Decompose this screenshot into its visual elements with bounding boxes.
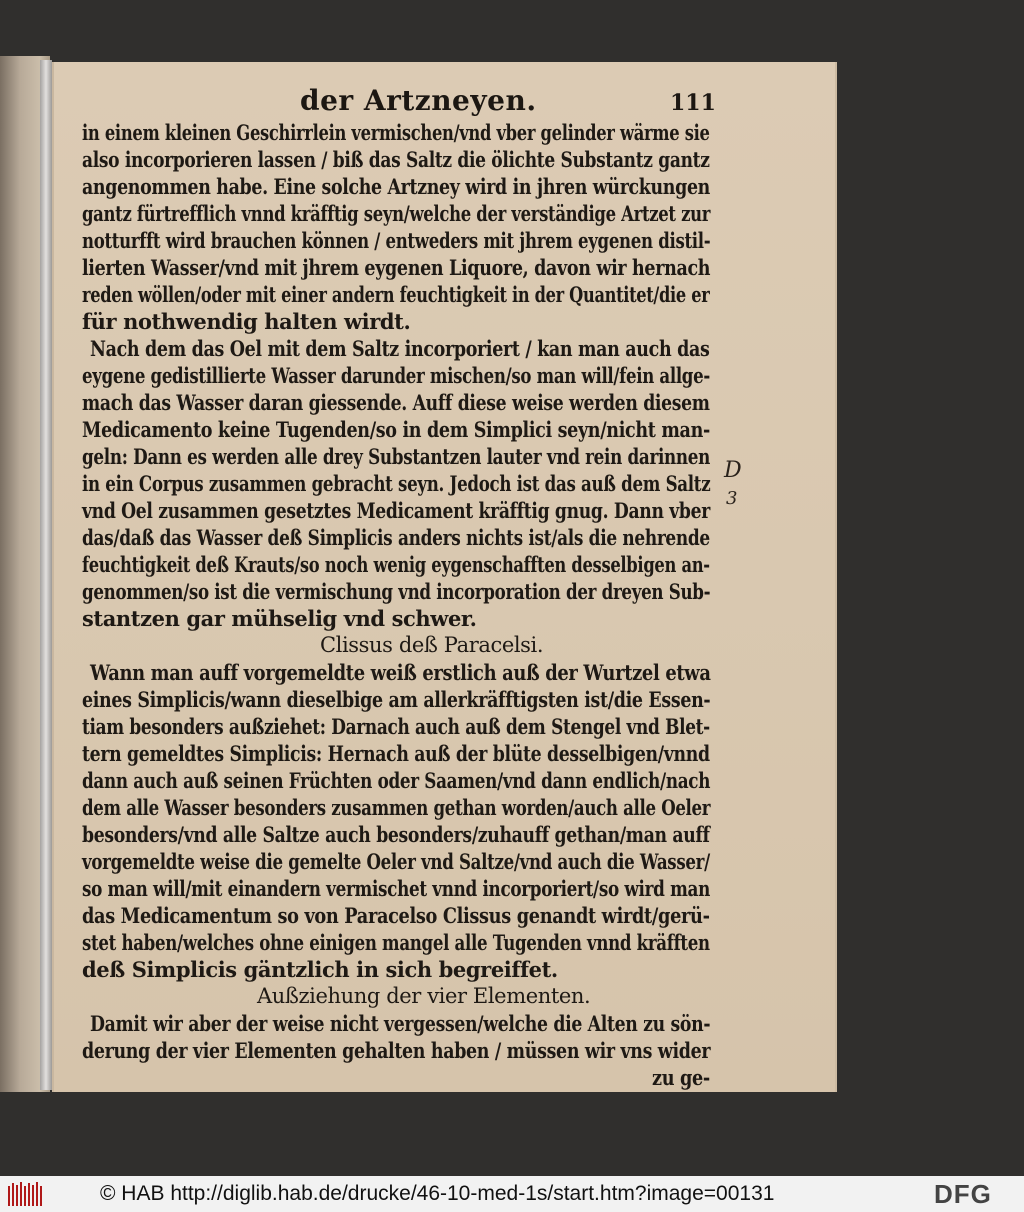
text-line: notturfft wird brauchen können / entweders mit jhrem eygenen distil- — [82, 228, 711, 253]
text-line: Medicamento keine Tugenden/so in dem Simplici seyn/nicht man- — [82, 417, 710, 442]
copyright-link[interactable]: © HAB http://diglib.hab.de/drucke/46-10-med-1s/start.htm?image=00131 — [100, 1182, 775, 1205]
text-line: stet haben/welches ohne einigen mangel alle Tugenden vnnd kräfften — [82, 930, 710, 955]
text-line: also incorporieren lassen / biß das Saltz die ölichte Substantz gantz — [82, 147, 710, 172]
text-line: angenommen habe. Eine solche Artzney wird in jhren würckungen — [82, 174, 710, 199]
text-line: mach das Wasser daran giessende. Auff diese weise werden diesem — [82, 390, 710, 415]
section-heading: Außziehung der vier Elementen. — [257, 984, 591, 1008]
text-line: das Medicamentum so von Paracelso Clissus genandt wirdt/gerü- — [82, 903, 710, 928]
text-line: derung der vier Elementen gehalten haben / müssen wir vns wider — [82, 1038, 711, 1063]
text-line: feuchtigkeit deß Krauts/so noch wenig eygenschafften desselbigen an- — [82, 552, 710, 577]
section-heading: Clissus deß Paracelsi. — [320, 633, 544, 657]
footer-bar — [0, 1176, 1024, 1212]
text-line: gantz fürtrefflich vnnd kräfftig seyn/welche der verständige Artzet zur — [82, 201, 711, 226]
margin-note-2: 3 — [726, 488, 738, 509]
text-line: vnd Oel zusammen gesetztes Medicament kräfftig gnug. Dann vber — [82, 498, 710, 523]
hab-logo-icon — [6, 1180, 46, 1208]
text-line: so man will/mit einandern vermischet vnnd incorporiert/so wird man — [82, 876, 710, 901]
text-line: genommen/so ist die vermischung vnd incorporation der dreyen Sub- — [82, 579, 711, 604]
text-line: eygene gedistillierte Wasser darunder mischen/so man will/fein allge- — [82, 363, 710, 388]
text-line: Damit wir aber der weise nicht vergessen/welche die Alten zu sön- — [90, 1011, 711, 1036]
running-head: der Artzneyen. — [300, 84, 537, 117]
dfg-logo: DFG — [934, 1179, 992, 1209]
text-line: geln: Dann es werden alle drey Substantzen lauter vnd rein darinnen — [82, 444, 711, 469]
text-line: Nach dem das Oel mit dem Saltz incorporiert / kan man auch das — [90, 336, 710, 361]
text-line: das/daß das Wasser deß Simplicis anders nichts ist/als die nehrende — [82, 525, 710, 550]
text-line: vorgemeldte weise die gemelte Oeler vnd Saltze/vnd auch die Wasser/ — [82, 849, 710, 874]
text-line: für nothwendig halten wirdt. — [82, 309, 411, 334]
margin-note-1: D — [724, 458, 742, 483]
page-gutter — [40, 60, 52, 1090]
text-line: reden wöllen/oder mit einer andern feuchtigkeit in der Quantitet/die er — [82, 282, 710, 307]
folio-number: 111 — [670, 90, 716, 116]
text-line: in einem kleinen Geschirrlein vermischen/vnd vber gelinder wärme sie — [82, 120, 710, 145]
text-line: deß Simplicis gäntzlich in sich begreiffet. — [82, 957, 558, 982]
text-line: besonders/vnd alle Saltze auch besonders/zuhauff gethan/man auff — [82, 822, 710, 847]
text-line: stantzen gar mühselig vnd schwer. — [82, 606, 477, 631]
text-line: dem alle Wasser besonders zusammen gethan worden/auch alle Oeler — [82, 795, 711, 820]
text-line: zu ge- — [652, 1065, 710, 1090]
text-line: tern gemeldtes Simplicis: Hernach auß der blüte desselbigen/vnnd — [82, 741, 710, 766]
text-line: in ein Corpus zusammen gebracht seyn. Jedoch ist das auß dem Saltz — [82, 471, 711, 496]
text-line: dann auch auß seinen Früchten oder Saamen/vnd dann endlich/nach — [82, 768, 711, 793]
text-line: tiam besonders außziehet: Darnach auch auß dem Stengel vnd Blet- — [82, 714, 710, 739]
text-line: eines Simplicis/wann dieselbige am allerkräfftigsten ist/die Essen- — [82, 687, 711, 712]
text-line: Wann man auff vorgemeldte weiß erstlich auß der Wurtzel etwa — [90, 660, 711, 685]
book-page — [52, 62, 837, 1092]
text-line: lierten Wasser/vnd mit jhrem eygenen Liquore, davon wir hernach — [82, 255, 711, 280]
